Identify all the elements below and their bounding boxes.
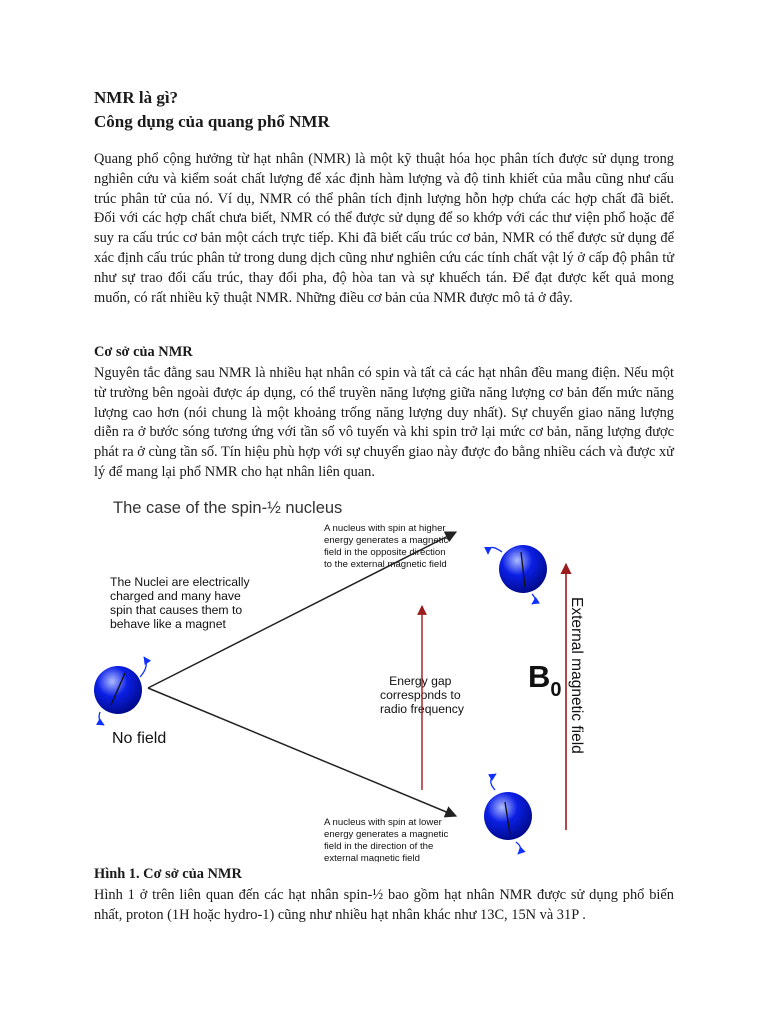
page-subtitle: Công dụng của quang phổ NMR bbox=[94, 112, 330, 131]
spin-arrow-icon bbox=[488, 547, 502, 554]
figure-caption: Hình 1. Cơ sở của NMR bbox=[94, 866, 242, 882]
nuclei-label bbox=[110, 575, 253, 631]
lower-label-line: field in the direction of the bbox=[324, 841, 434, 852]
higher-label-line: energy generates a magnetic bbox=[324, 535, 449, 546]
spin-arrow-icon bbox=[532, 594, 535, 604]
principle-paragraph: Nguyên tắc đằng sau NMR là nhiều hạt nhân có spin và tất cả các hạt nhân đều mang điện. Nếu một từ trường bên ngoài được áp dụng, có thể truyền năng lượng giữa năng lượng cơ bản đến mức năng lượng cao hơn (nói chung là một khoảng trống năng lượng duy nhất). Sự chuyển giao năng lượng diễn ra ở bước sóng tương ứng với tần số vô tuyến và khi spin trở lại mức cơ bản, năng lượng được phát ra ở cùng tần số. Tín hiệu phù hợp với sự chuyển giao này được đo bằng nhiều cách và được xử lý để mang lại phổ NMR cho hạt nhân liên quan. bbox=[94, 365, 674, 480]
nucleus-sphere bbox=[484, 792, 532, 840]
nuclei-label-line: spin that causes them to bbox=[110, 603, 243, 617]
figure-description-paragraph: Hình 1 ở trên liên quan đến các hạt nhân spin-½ bao gồm hạt nhân NMR được sử dụng phổ biến nhất, proton (1H hoặc hydro-1) cũng như nhiều hạt nhân khác như 13C, 15N và 31P . bbox=[94, 887, 674, 923]
no-field-nucleus bbox=[94, 657, 146, 725]
lower-label-line: A nucleus with spin at lower bbox=[324, 817, 442, 828]
figure-title: The case of the spin-½ nucleus bbox=[113, 499, 343, 517]
higher-energy-nucleus bbox=[488, 545, 547, 604]
lower-energy-label bbox=[324, 817, 451, 862]
b0-subscript: 0 bbox=[550, 679, 562, 701]
energy-gap-line: radio frequency bbox=[379, 702, 465, 716]
intro-paragraph: Quang phổ cộng hưởng từ hạt nhân (NMR) là một kỹ thuật hóa học phân tích được sử dụng trong nghiên cứu và kiểm soát chất lượng để xác định hàm lượng và độ tinh khiết của mẫu cũng như cấu trúc phân tử của nó. Ví dụ, NMR có thể phân tích định lượng hỗn hợp chứa các hợp chất đã biết. Đối với các hợp chất chưa biết, NMR có thể được sử dụng để so khớp với các thư viện phổ hoặc để suy ra cấu trúc cơ bản một cách trực tiếp. Khi đã biết cấu trúc cơ bản, NMR có thể được sử dụng để xác định cấu trúc phân tử trong dung dịch cũng như nghiên cứu các tính chất vật lý ở cấp độ phân tử như sự trao đổi cấu trúc, thay đổi pha, độ hòa tan và sự khuếch tán. Để đạt được kết quả mong muốn, có rất nhiều kỹ thuật NMR. Những điều cơ bản của NMR được mô tả ở đây. bbox=[94, 151, 674, 306]
spin-arrow-icon bbox=[140, 657, 146, 677]
nuclei-label-line: behave like a magnet bbox=[110, 617, 226, 631]
lower-label-line: external magnetic field bbox=[324, 853, 420, 862]
higher-label-line: A nucleus with spin at higher bbox=[324, 523, 446, 534]
higher-energy-label bbox=[324, 523, 451, 570]
nuclei-label-line: charged and many have bbox=[110, 589, 241, 603]
spin-arrow-icon bbox=[491, 774, 496, 790]
page-title: NMR là gì? bbox=[94, 88, 179, 107]
lower-energy-nucleus bbox=[484, 774, 532, 854]
higher-label-line: field in the opposite direction bbox=[324, 547, 446, 558]
external-field-label: External magnetic field bbox=[568, 597, 585, 754]
nmr-figure bbox=[94, 490, 674, 862]
higher-label-line: to the external magnetic field bbox=[324, 559, 447, 570]
no-field-label: No field bbox=[112, 730, 167, 747]
spin-arrow-icon bbox=[516, 842, 521, 854]
b0-main: B bbox=[528, 659, 551, 694]
energy-gap-line: corresponds to bbox=[379, 688, 461, 702]
nuclei-label-line: The Nuclei are electrically bbox=[110, 575, 250, 589]
lower-label-line: energy generates a magnetic bbox=[324, 829, 449, 840]
energy-gap-line: Energy gap bbox=[389, 674, 452, 688]
nmr-diagram bbox=[94, 490, 674, 862]
section-heading: Cơ sở của NMR bbox=[94, 344, 193, 360]
spin-arrow-icon bbox=[99, 712, 104, 725]
b0-label bbox=[528, 659, 562, 701]
